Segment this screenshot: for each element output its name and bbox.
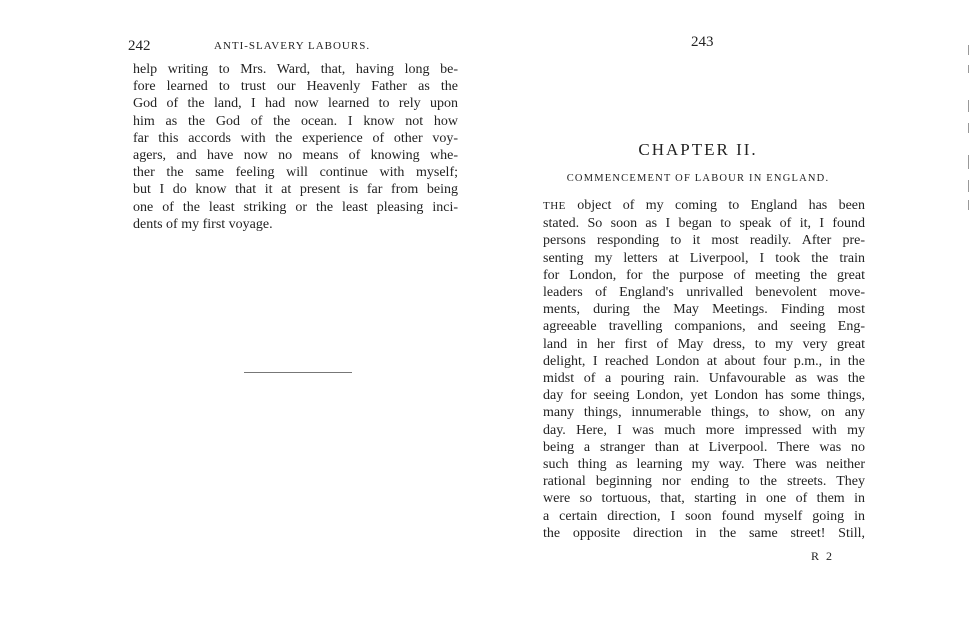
text-line: agreeable travelling companions, and seeing Eng- [543, 319, 865, 335]
first-line-rest: object of my coming to England has been [565, 198, 865, 213]
text-line: dents of my first voyage. [133, 216, 273, 232]
text-line: rational beginning nor ending to the streets. They [543, 474, 865, 490]
right-page [490, 0, 980, 638]
page-edge-marks [966, 45, 972, 215]
text-line: day for seeing London, yet London has some things, [543, 388, 865, 404]
text-line: day. Here, I was much more impressed with my [543, 422, 865, 438]
text-line: agers, and have now no means of knowing whe- [133, 148, 458, 164]
text-line: such thing as learning my way. There was neither [543, 457, 865, 473]
text-line: being a stranger than at Liverpool. There was no [543, 439, 865, 455]
text-line: land in her first of May dress, to my very great [543, 336, 865, 352]
text-line: many things, innumerable things, to show, on any [543, 405, 865, 421]
text-line: ments, during the May Meetings. Finding most [543, 302, 865, 318]
page-number-right: 243 [691, 34, 714, 50]
text-line: for London, for the purpose of meeting the great [543, 267, 865, 283]
right-page-text [543, 197, 865, 542]
left-page-text [133, 61, 458, 233]
text-line: fore learned to trust our Heavenly Father as the [133, 79, 458, 95]
text-line: far this accords with the experience of other voy- [133, 130, 458, 146]
text-line: leaders of England's unrivalled benevolent move- [543, 285, 865, 301]
page-number-left: 242 [128, 38, 151, 54]
first-word: THE [543, 200, 566, 212]
signature-mark: R 2 [811, 549, 835, 563]
text-line: one of the least striking or the least pleasing inci- [133, 199, 458, 215]
text-line-first [543, 197, 865, 215]
text-line: ther the same feeling will continue with myself; [133, 165, 458, 181]
text-line: persons responding to it most readily. After pre- [543, 233, 865, 249]
text-line: God of the land, I had now learned to rely upon [133, 96, 458, 112]
chapter-title: CHAPTER II. [638, 140, 758, 159]
text-line: were so tortuous, that, starting in one of them in [543, 491, 865, 507]
text-line: stated. So soon as I began to speak of it, I found [543, 216, 865, 232]
text-line: delight, I reached London at about four p.m., in the [543, 353, 865, 369]
text-line: help writing to Mrs. Ward, that, having long be- [133, 62, 458, 77]
text-line: but I do know that it at present is far from being [133, 182, 458, 198]
section-title: COMMENCEMENT OF LABOUR IN ENGLAND. [566, 173, 830, 184]
running-head-title: ANTI-SLAVERY LABOURS. [214, 40, 371, 52]
text-line: him as the God of the ocean. I know not how [133, 113, 458, 129]
text-line: the opposite direction in the same street! Still, [543, 525, 865, 541]
end-rule [244, 372, 352, 373]
text-line: a certain direction, I soon found myself going in [543, 508, 865, 524]
text-line: senting my letters at Liverpool, I took the train [543, 250, 865, 266]
text-line: midst of a pouring rain. Unfavourable as was the [543, 371, 865, 387]
